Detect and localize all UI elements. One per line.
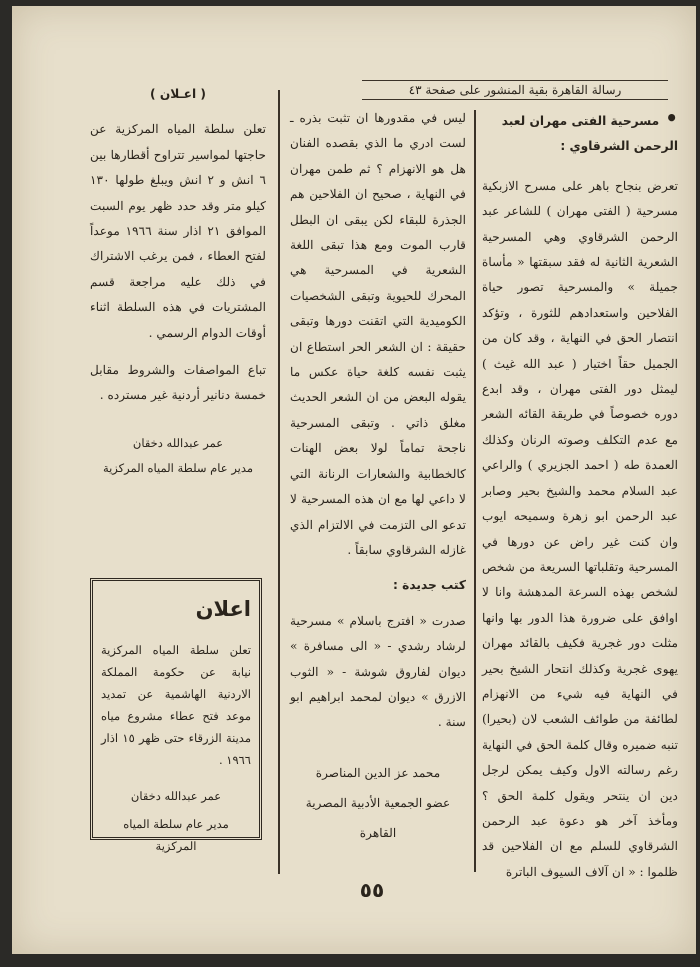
magazine-page — [12, 6, 696, 954]
running-header: رسالة القاهرة بقية المنشور على صفحة ٤٣ — [362, 80, 668, 100]
article-title-text: مسرحية الفتى مهران لعبد الرحمن الشرقاوي : — [501, 114, 678, 154]
title-bullet: • — [665, 106, 678, 130]
article-body-right: تعرض بنجاح باهر على مسرح الازبكية مسرحية ( الفتى مهران ) للشاعر عبد الرحمن الشرقاوي وهي المسرحية الشعرية الثانية له فقد سبقتها « مأساة جميلة » والمسرحية تصور حياة الفلاحين واستعدادهم للثورة ، وتؤكد انتصار الحق في النهاية ، وقد كان من الجميل حقاً اختيار ( عبد الله غيث ) ليمثل دور الفتى مهران ، وقد ابدع دوره خصوصاً في طريقة القائه الشعر مع عدم التكلف وصوته الرنان وكذلك العمدة طه ( احمد الجزيري ) والراعي عبد السلام محمد والشيخ بحير وصابر عبد الرحمن ابو زهرة وسميحه ايوب وان كنت غير راض عن دورها في المسرحية وتقلباتها السريعة من شخص لشخص بهذه السرعة المدهشة وانا لا اوافق على ضرورة هذا الدور بها وانها مثلت دور غجرية فكيف بالقائد مهران يهوى غجرية وكذلك انتحار الشيخ بحير في النهاية فيه شيء من الانهزام لطائفة من طوائف الشعب لان (بحيرا) تنبه ضميره وقال كلمة الحق في النهاية رغم رسالته الاول وكيف يمكن لرجل دين ان ينتحر ويقول كلمة الحق ؟ ومأخذ آخر هو دعوة عبد الرحمن الشرقاوي للسلم مع ان الفلاحين قد ظلموا : « ان آلاف السيوف الباترة — [482, 178, 678, 879]
author-city: القاهرة — [359, 825, 397, 840]
new-books-text: صدرت « افترج باسلام » مسرحية لرشاد رشدي - « الى مسافرة » ديوان لفاروق شوشة - « الثوب الازرق » ديوان لمحمد ابراهيم ابو سنة . — [290, 613, 466, 730]
announcement-1-signatory-title: مدير عام سلطة المياه المركزية — [102, 461, 254, 476]
announcement-2-body: تعلن سلطة المياه المركزية نيابة عن حكومة المملكة الاردنية الهاشمية عن تمديد موعد فتح عطاء مشروع مياه مدينة الزرقاء حتى ظهر ١٥ اذار ١٩٦٦ . — [101, 643, 251, 767]
announcement-1-heading: ( اعـلان ) — [150, 87, 206, 101]
announcement-1-terms: تباع المواصفات والشروط مقابل خمسة دنانير أردنية غير مسترده . — [90, 363, 266, 403]
new-books-title: كتب جديدة : — [393, 578, 466, 593]
announcement-2-signatory-title: مدير عام سلطة المياه المركزية — [123, 817, 229, 853]
author-signature — [290, 758, 466, 848]
column-divider-right — [474, 110, 476, 872]
article-column-middle — [290, 106, 466, 848]
author-name: محمد عز الدين المناصرة — [315, 765, 441, 780]
announcement-2-box — [90, 578, 262, 853]
column-divider-left — [278, 90, 280, 874]
author-affiliation: عضو الجمعية الأدبية المصرية — [305, 795, 451, 810]
article-body-middle: ليس في مقدورها ان تثبت بذره ـ لست ادري ما الذي بقصده الفنان هل هو الانهزام ؟ ثم طمن مهران في النهاية ، صحيح ان الفلاحين هم الجذرة للبقاء لكن يبقى ان البطل قارب الموت ومع هذا تبقى اللغة الشعرية في المسرحية هي المحرك للحيوية وتبقى الشخصيات الكوميدية التي اتقنت دورها وتبقى حقيقة : ان الشعر الحر استطاع ان يثبت نفسه كلغة حياة عكس ما يقوله البعض من ان الشعر الحديث مغلق ذاتي . وتبقى المسرحية ناجحة تماماً لولا بعض الهنات كالخطابية والشعارات الرنانة التي لا داعي لها مع ان هذه المسرحية لا تدعو الى التزمت في الالتزام الذي غازله الشرقاوي سابقاً . — [290, 111, 466, 557]
article-title — [482, 106, 678, 160]
page-number: ٥٥ — [359, 878, 385, 902]
announcement-1-body: تعلن سلطة المياه المركزية عن حاجتها لمواسير تتراوح أقطارها بين ٦ انش و ٢ انش ويبلغ طولها ١٣٠ كيلو متر وقد حدد ظهر يوم السبت الموافق ٢١ اذار سنة ١٩٦٦ موعداً لفتح العطاء ، فمن يرغب الاشتراك في ذلك عليه مراجعة قسم المشتريات في هذه السلطة اثناء أوقات الدوام الرسمي . — [90, 122, 266, 340]
announcement-1-signatory: عمر عبدالله دخقان — [132, 435, 224, 450]
article-column-right — [482, 106, 678, 885]
announcement-2-signatory: عمر عبدالله دخقان — [130, 789, 222, 803]
announcement-2-heading: اعلان — [195, 597, 251, 621]
announcement-1 — [90, 82, 266, 482]
